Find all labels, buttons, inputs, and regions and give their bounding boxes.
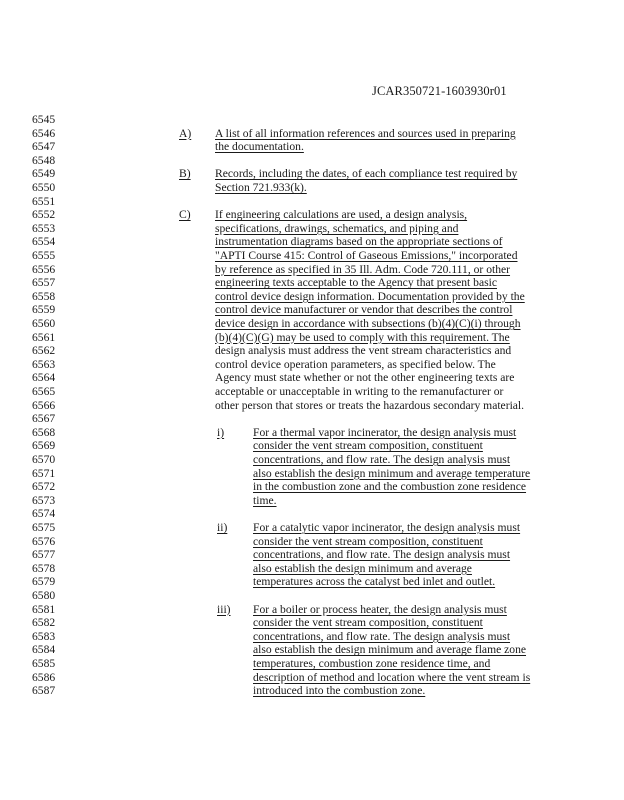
line-number: 6555	[32, 249, 56, 262]
line-number: 6552	[32, 208, 56, 222]
subitem-1-line: in the combustion zone and the combustion zone residence	[253, 480, 527, 494]
line-number: 6559	[32, 303, 56, 317]
line-number: 6562	[32, 344, 56, 358]
item-c-line: device design in accordance with subsections (b)(4)(C)(i) through	[215, 317, 521, 330]
line-number: 6574	[32, 507, 56, 521]
item-c-line: (b)(4)(C)(G) may be used to comply with this requirement. The	[215, 330, 510, 344]
item-c-line: by reference as specified in 35 Ill. Adm. Code 720.111, or other	[215, 262, 511, 276]
line-number: 6545	[32, 113, 56, 126]
item-a-line: the documentation.	[215, 140, 304, 154]
line-number: 6554	[32, 235, 56, 249]
line-number: 6573	[32, 493, 56, 507]
subitem-3-label: iii)	[217, 602, 231, 616]
item-c-line: other person that stores or treats the hazardous secondary material.	[215, 398, 525, 412]
line-number: 6548	[32, 153, 56, 167]
subitem-1-line: time.	[253, 493, 277, 507]
subitem-1-line: also establish the design minimum and average temperature	[253, 466, 531, 480]
line-number: 6576	[32, 534, 56, 548]
subitem-2-label: ii)	[217, 521, 228, 534]
line-number: 6579	[32, 575, 56, 589]
line-number: 6578	[32, 561, 56, 575]
item-c-line: control device manufacturer or vendor that describes the control	[215, 303, 513, 317]
subitem-2-line: temperatures across the catalyst bed inlet and outlet.	[253, 575, 496, 589]
item-c-line: "APTI Course 415: Control of Gaseous Emissions," incorporated	[215, 249, 518, 262]
line-number: 6583	[32, 629, 56, 643]
line-number: 6570	[32, 453, 56, 466]
item-b-line: Records, including the dates, of each compliance test required by	[215, 167, 518, 181]
line-number: 6571	[32, 466, 56, 480]
line-number: 6556	[32, 262, 56, 276]
item-c-label: C)	[179, 208, 191, 222]
line-number: 6560	[32, 317, 56, 330]
line-number: 6569	[32, 439, 56, 453]
line-number: 6580	[32, 589, 56, 602]
item-a-line: A list of all information references and sources used in preparing	[215, 126, 516, 140]
line-number: 6551	[32, 194, 56, 208]
subitem-1-line: concentrations, and flow rate. The design analysis must	[253, 453, 511, 466]
subitem-3-line: For a boiler or process heater, the design analysis must	[253, 602, 507, 616]
subitem-1-line: consider the vent stream composition, constituent	[253, 439, 483, 453]
line-number: 6582	[32, 616, 56, 630]
item-c-line: design analysis must address the vent stream characteristics and	[215, 344, 512, 358]
item-b-line: Section 721.933(k).	[215, 181, 307, 194]
line-number: 6577	[32, 548, 56, 562]
item-a-label: A)	[179, 126, 192, 140]
line-number: 6581	[32, 602, 56, 616]
line-number: 6586	[32, 670, 56, 684]
line-number: 6575	[32, 521, 56, 534]
line-number: 6549	[32, 167, 56, 181]
document-id-header: JCAR350721-1603930r01	[372, 84, 507, 98]
subitem-3-line: introduced into the combustion zone.	[253, 684, 426, 698]
item-c-line: specifications, drawings, schematics, and piping and	[215, 221, 459, 235]
subitem-2-line: consider the vent stream composition, constituent	[253, 534, 483, 548]
line-number: 6546	[32, 126, 56, 140]
subitem-3-line: also establish the design minimum and average flame zone	[253, 643, 527, 657]
item-b-label: B)	[179, 167, 191, 181]
subitem-2-line: For a catalytic vapor incinerator, the design analysis must	[253, 521, 521, 534]
item-c-line: control device operation parameters, as specified below. The	[215, 357, 496, 371]
line-number: 6564	[32, 371, 56, 385]
item-c-line: acceptable or unacceptable in writing to the remanufacturer or	[215, 385, 504, 398]
line-number: 6557	[32, 276, 56, 290]
line-number: 6567	[32, 412, 56, 426]
line-number: 6547	[32, 140, 56, 154]
line-number: 6553	[32, 221, 56, 235]
line-number: 6550	[32, 181, 56, 194]
line-number: 6572	[32, 480, 56, 494]
item-c-line: instrumentation diagrams based on the appropriate sections of	[215, 235, 503, 249]
subitem-3-line: consider the vent stream composition, constituent	[253, 616, 483, 630]
line-number: 6585	[32, 657, 56, 670]
item-c-line: Agency must state whether or not the other engineering texts are	[215, 371, 515, 385]
item-c-line: engineering texts acceptable to the Agency that present basic	[215, 276, 498, 290]
line-number: 6566	[32, 398, 56, 412]
subitem-1-line: For a thermal vapor incinerator, the design analysis must	[253, 425, 517, 439]
subitem-2-line: also establish the design minimum and average	[253, 561, 472, 575]
line-number: 6561	[32, 330, 56, 344]
subitem-1-label: i)	[217, 425, 225, 439]
line-number: 6568	[32, 425, 56, 439]
line-number: 6558	[32, 289, 56, 303]
line-number: 6587	[32, 684, 56, 698]
item-c-line: control device design information. Documentation provided by the	[215, 289, 525, 303]
subitem-3-line: description of method and location where the vent stream is	[253, 670, 531, 684]
subitem-3-line: concentrations, and flow rate. The design analysis must	[253, 629, 511, 643]
subitem-2-line: concentrations, and flow rate. The design analysis must	[253, 548, 511, 562]
subitem-3-line: temperatures, combustion zone residence time, and	[253, 657, 491, 670]
line-number: 6563	[32, 357, 56, 371]
line-number: 6584	[32, 643, 56, 657]
line-number: 6565	[32, 385, 56, 398]
item-c-line: If engineering calculations are used, a design analysis,	[215, 208, 468, 222]
